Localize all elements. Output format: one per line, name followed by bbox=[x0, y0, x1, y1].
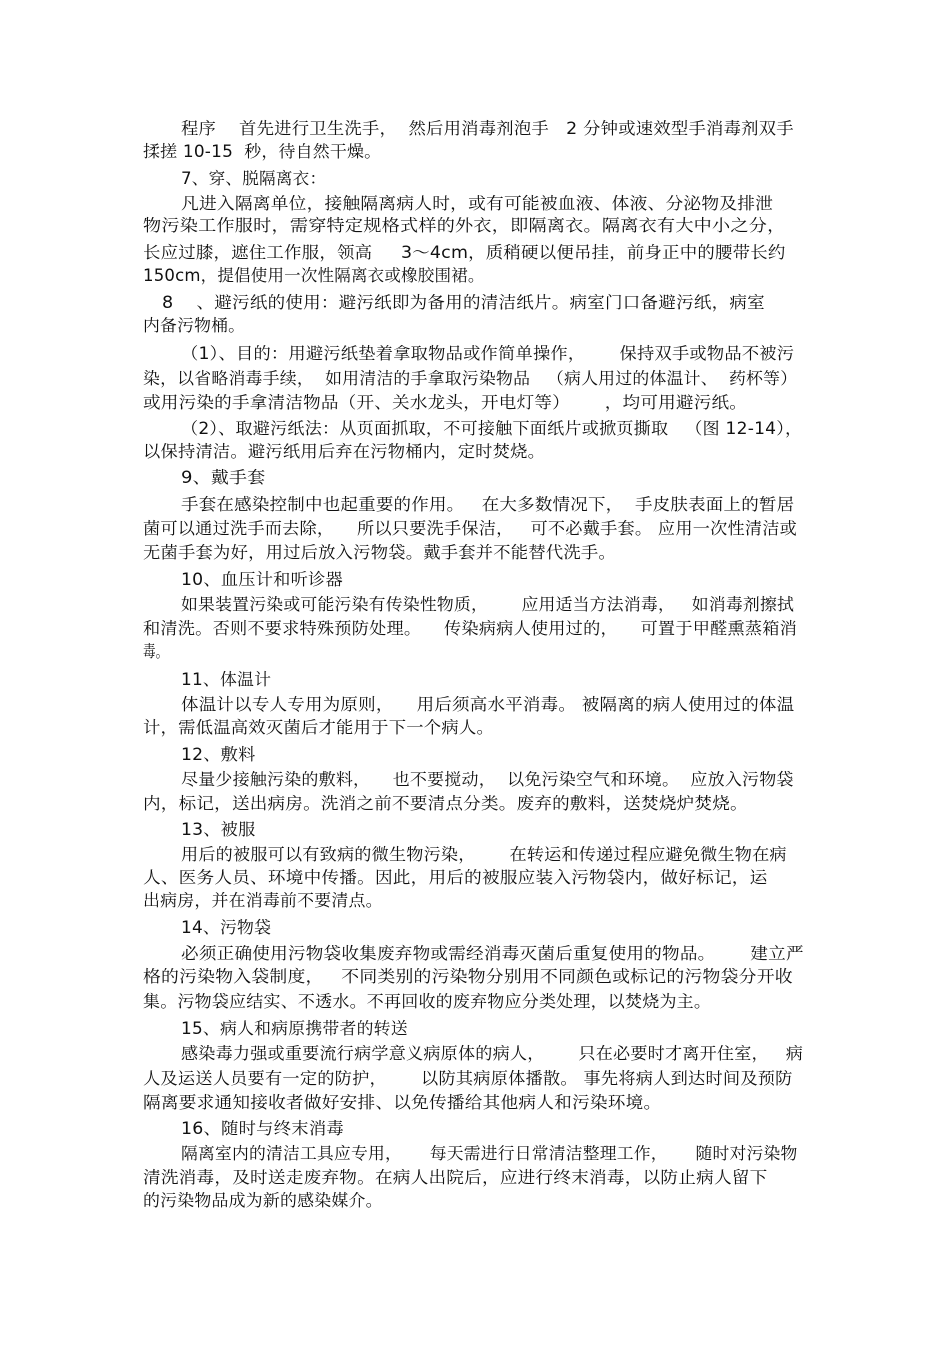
text-line: 菌可以通过洗手而去除， 所以只要洗手保洁， 可不必戴手套。 应用一次性清洁或 bbox=[143, 519, 798, 538]
text-line: 清洗消毒，及时送走废弃物。在病人出院后，应进行终末消毒，以防止病人留下 bbox=[143, 1168, 768, 1187]
text-line: 10、血压计和听诊器 bbox=[181, 570, 343, 589]
text-line: 12、敷料 bbox=[181, 745, 256, 764]
text-line: （2）、取避污纸法：从页面抓取，不可接触下面纸片或掀页撕取 （图 12-14）， bbox=[181, 419, 803, 438]
text-line: 9、戴手套 bbox=[181, 468, 266, 487]
text-line: 出病房，并在消毒前不要清点。 bbox=[143, 891, 383, 910]
text-line: 长应过膝，遮住工作服，领高 3～4cm，质稍硬以便吊挂，前身正中的腰带长约 bbox=[143, 243, 786, 262]
text-line: 尽量少接触污染的敷料， 也不要搅动， 以免污染空气和环境。 应放入污物袋 bbox=[181, 770, 794, 789]
text-line: 或用污染的手拿清洁物品（开、关水龙头，开电灯等） ，均可用避污纸。 bbox=[143, 393, 748, 412]
text-line: 用后的被服可以有致病的微生物污染， 在转运和传递过程应避免微生物在病 bbox=[181, 845, 787, 864]
text-line: 毒。 bbox=[143, 642, 169, 661]
text-line: 11、体温计 bbox=[181, 670, 272, 689]
text-line: 凡进入隔离单位，接触隔离病人时，或有可能被血液、体液、分泌物及排泄 bbox=[181, 194, 774, 213]
text-line: 内备污物桶。 bbox=[143, 316, 246, 335]
text-line: 和清洗。否则不要求特殊预防处理。 传染病病人使用过的， 可置于甲醛熏蒸箱消 bbox=[143, 619, 798, 638]
text-line: （1）、目的：用避污纸垫着拿取物品或作简单操作， 保持双手或物品不被污 bbox=[181, 344, 795, 363]
text-line: 物污染工作服时，需穿特定规格式样的外衣，即隔离衣。隔离衣有大中小之分， bbox=[143, 216, 786, 235]
text-line: 染，以省略消毒手续， 如用清洁的手拿取污染物品 （病人用过的体温计、 药杯等） bbox=[143, 369, 798, 388]
text-line: 隔离室内的清洁工具应专用， 每天需进行日常清洁整理工作， 随时对污染物 bbox=[181, 1144, 798, 1163]
text-line: 格的污染物入袋制度， 不同类别的污染物分别用不同颜色或标记的污物袋分开收 bbox=[143, 967, 793, 986]
text-line: 无菌手套为好，用过后放入污物袋。戴手套并不能替代洗手。 bbox=[143, 543, 616, 562]
text-line: 14、污物袋 bbox=[181, 918, 272, 937]
text-line: 以保持清洁。避污纸用后弃在污物桶内，定时焚烧。 bbox=[143, 442, 546, 461]
text-line: 感染毒力强或重要流行病学意义病原体的病人， 只在必要时才离开住室， 病 bbox=[181, 1044, 804, 1063]
text-line: 150cm，提倡使用一次性隔离衣或橡胶围裙。 bbox=[143, 266, 485, 285]
text-line: 必须正确使用污物袋收集废弃物或需经消毒灭菌后重复使用的物品。 建立严 bbox=[181, 944, 804, 963]
text-line: 隔离要求通知接收者做好安排、以免传播给其他病人和污染环境。 bbox=[143, 1093, 662, 1112]
text-line: 人及运送人员要有一定的防护， 以防其病原体播散。 事先将病人到达时间及预防 bbox=[143, 1069, 793, 1088]
text-line: 7、穿、脱隔离衣： bbox=[181, 169, 327, 188]
text-line: 如果装置污染或可能污染有传染性物质， 应用适当方法消毒， 如消毒剂擦拭 bbox=[181, 595, 795, 614]
text-line: 集。污物袋应结实、不透水。不再回收的废弃物应分类处理，以焚烧为主。 bbox=[143, 992, 712, 1011]
text-line: 体温计以专人专用为原则， 用后须高水平消毒。 被隔离的病人使用过的体温 bbox=[181, 695, 795, 714]
text-line: 的污染物品成为新的感染媒介。 bbox=[143, 1191, 383, 1210]
text-line: 计，需低温高效灭菌后才能用于下一个病人。 bbox=[143, 718, 494, 737]
text-line: 8 、避污纸的使用：避污纸即为备用的清洁纸片。病室门口备避污纸，病室 bbox=[162, 293, 765, 312]
text-line: 手套在感染控制中也起重要的作用。 在大多数情况下， 手皮肤表面上的暂居 bbox=[181, 495, 795, 514]
text-line: 13、被服 bbox=[181, 820, 256, 839]
text-line: 揉搓 10-15 秒，待自然干燥。 bbox=[143, 142, 382, 161]
text-line: 程序 首先进行卫生洗手， 然后用消毒剂泡手 2 分钟或速效型手消毒剂双手 bbox=[181, 119, 794, 138]
text-line: 16、随时与终末消毒 bbox=[181, 1119, 344, 1138]
text-line: 15、病人和病原携带者的转送 bbox=[181, 1019, 408, 1038]
text-line: 人、医务人员、环境中传播。因此，用后的被服应装入污物袋内，做好标记，运 bbox=[143, 868, 768, 887]
text-line: 内，标记，送出病房。洗消之前不要清点分类。废弃的敷料，送焚烧炉焚烧。 bbox=[143, 794, 748, 813]
